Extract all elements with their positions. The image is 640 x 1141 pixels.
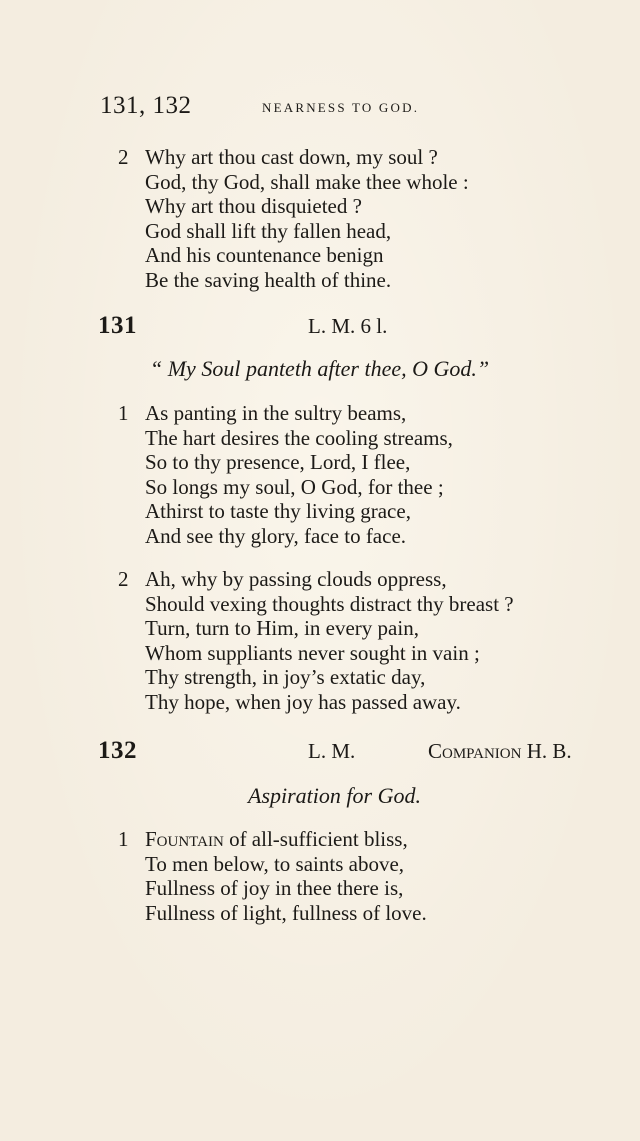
verse-line: 1 As panting in the sultry beams, — [118, 401, 407, 425]
hymn-131-heading — [98, 312, 618, 342]
stanza-number: 2 — [118, 145, 129, 169]
verse-line: Fullness of light, fullness of love. — [145, 900, 427, 925]
hymn-tune: Companion H. B. — [428, 739, 572, 763]
verse-line: God shall lift thy fallen head, — [145, 218, 392, 243]
verse-line: And see thy glory, face to face. — [145, 523, 407, 548]
verse-line: Be the saving health of thine. — [145, 267, 392, 292]
verse-line: Fullness of joy in thee there is, — [145, 876, 404, 901]
hymn-132-stanza-1 — [118, 827, 427, 925]
verse-line: Thy strength, in joy’s extatic day, — [145, 665, 426, 690]
verse-line: God, thy God, shall make thee whole : — [145, 169, 469, 194]
verse-line: So longs my soul, O God, for thee ; — [145, 474, 444, 499]
verse-line: And his countenance benign — [145, 243, 384, 268]
hymn-132-subtitle: Aspiration for God. — [248, 783, 421, 808]
hymn-131-stanza-2 — [118, 567, 514, 715]
verse-line: Thy hope, when joy has passed away. — [145, 689, 461, 714]
running-title: NEARNESS TO GOD. — [262, 100, 420, 115]
stanza-prev-2 — [118, 145, 469, 293]
verse-line: Turn, turn to Him, in every pain, — [145, 616, 419, 641]
verse-line: Whom suppliants never sought in vain ; — [145, 640, 480, 665]
initial-word: Fountain — [145, 827, 224, 851]
verse-line: The hart desires the cooling streams, — [145, 425, 453, 450]
page-numbers: 131, 132 — [100, 92, 192, 119]
verse-line: Why art thou disquieted ? — [145, 194, 362, 219]
hymn-131-subtitle: “ My Soul panteth after thee, O God.” — [150, 356, 490, 381]
verse-line: To men below, to saints above, — [145, 851, 405, 876]
running-head — [100, 92, 520, 122]
stanza-number: 1 — [118, 401, 129, 425]
hymn-meter: L. M. 6 l. — [308, 314, 388, 338]
hymn-number: 132 — [98, 737, 137, 764]
hymn-meter: L. M. — [308, 739, 356, 763]
hymn-132-heading — [98, 737, 618, 767]
verse-line: Athirst to taste thy living grace, — [145, 499, 411, 524]
verse-line: 2 Ah, why by passing clouds oppress, — [118, 567, 447, 591]
verse-line: 1 Fountain of all-sufficient bliss, — [118, 827, 408, 851]
verse-line: So to thy presence, Lord, I flee, — [145, 450, 411, 475]
verse-line: 2 Why art thou cast down, my soul ? — [118, 145, 438, 169]
hymn-131-stanza-1 — [118, 401, 453, 549]
stanza-number: 2 — [118, 567, 129, 591]
hymn-number: 131 — [98, 312, 137, 339]
verse-line: Should vexing thoughts distract thy breast ? — [145, 591, 514, 616]
stanza-number: 1 — [118, 827, 129, 851]
